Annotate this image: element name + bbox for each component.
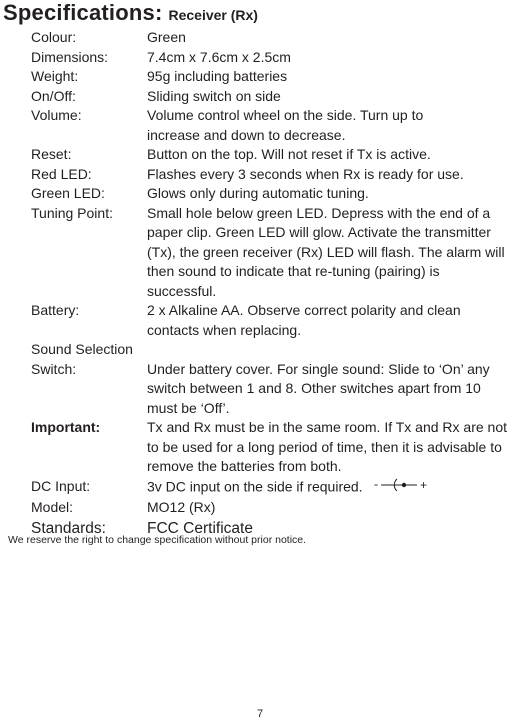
spec-label: Sound Selection xyxy=(31,341,133,357)
spec-value xyxy=(147,340,520,360)
spec-value: 95g including batteries xyxy=(147,68,288,84)
dc-plus-sign: + xyxy=(420,477,428,492)
spec-value: MO12 (Rx) xyxy=(147,499,216,515)
disclaimer-notice: We reserve the right to change specification without prior notice. xyxy=(8,534,307,546)
spec-value xyxy=(147,477,520,499)
spec-value: 2 x Alkaline AA. Observe correct polarity and clean contacts when replacing. xyxy=(147,302,461,338)
dc-polarity-icon xyxy=(372,477,432,499)
spec-row-important xyxy=(31,418,520,477)
page-subtitle: Receiver (Rx) xyxy=(168,7,258,23)
specifications-list xyxy=(31,28,520,540)
spec-row-on-off xyxy=(31,87,520,107)
dc-input-text: 3v DC input on the side if required. xyxy=(147,477,363,494)
page-heading xyxy=(3,0,258,26)
spec-label: Volume: xyxy=(31,107,82,123)
spec-row-volume xyxy=(31,106,520,145)
spec-label: Red LED: xyxy=(31,165,92,182)
spec-value: Button on the top. Will not reset if Tx is active. xyxy=(147,146,431,162)
spec-label: On/Off: xyxy=(31,87,76,104)
spec-row-reset xyxy=(31,145,520,165)
page-number: 7 xyxy=(256,708,264,720)
dc-minus-sign: - xyxy=(374,476,379,491)
spec-label: Standards: xyxy=(31,519,106,537)
spec-value: 7.4cm x 7.6cm x 2.5cm xyxy=(147,48,291,65)
spec-row-sound-selection xyxy=(31,340,520,360)
spec-row-weight xyxy=(31,67,520,87)
spec-row-dimensions xyxy=(31,48,520,68)
spec-value: Tx and Rx must be in the same room. If Tx and Rx are not to be used for a long period of time, then it is advisable to remove the batteries from both. xyxy=(147,419,508,474)
spec-row-tuning-point xyxy=(31,204,520,302)
spec-value: FCC Certificate xyxy=(147,519,253,537)
spec-value: Flashes every 3 seconds when Rx is ready for use. xyxy=(147,165,464,182)
spec-label: DC Input: xyxy=(31,477,91,494)
spec-label: Important: xyxy=(31,419,101,435)
spec-row-dc-input xyxy=(31,477,520,499)
spec-row-model xyxy=(31,498,520,518)
spec-value: Glows only during automatic tuning. xyxy=(147,185,369,201)
spec-label: Green LED: xyxy=(31,185,105,201)
spec-row-green-led xyxy=(31,184,520,204)
spec-label: Model: xyxy=(31,499,74,515)
spec-label: Reset: xyxy=(31,146,72,162)
spec-label: Dimensions: xyxy=(31,48,109,65)
spec-label: Switch: xyxy=(31,360,77,377)
spec-label: Battery: xyxy=(31,302,80,318)
spec-label: Colour: xyxy=(31,29,77,45)
spec-label: Tuning Point: xyxy=(31,204,113,221)
spec-label: Weight: xyxy=(31,68,79,84)
spec-row-battery xyxy=(31,301,520,340)
spec-value: Sliding switch on side xyxy=(147,87,281,104)
spec-row-switch xyxy=(31,360,520,419)
spec-row-red-led xyxy=(31,165,520,185)
spec-value: Under battery cover. For single sound: Slide to ‘On’ any switch between 1 and 8. Other switches apart from 10 must be ‘Off’. xyxy=(147,360,490,416)
spec-value: Small hole below green LED. Depress with the end of a paper clip. Green LED will glow. Activate the transmitter (Tx), the green receiver (Rx) LED will flash. The alarm will then sound to indicate that re-tuning (pairing) is successful. xyxy=(147,204,505,299)
page-title: Specifications: xyxy=(3,0,163,25)
spec-value: Volume control wheel on the side. Turn up to increase and down to decrease. xyxy=(147,107,424,143)
spec-row-colour xyxy=(31,28,520,48)
spec-value: Green xyxy=(147,29,186,45)
